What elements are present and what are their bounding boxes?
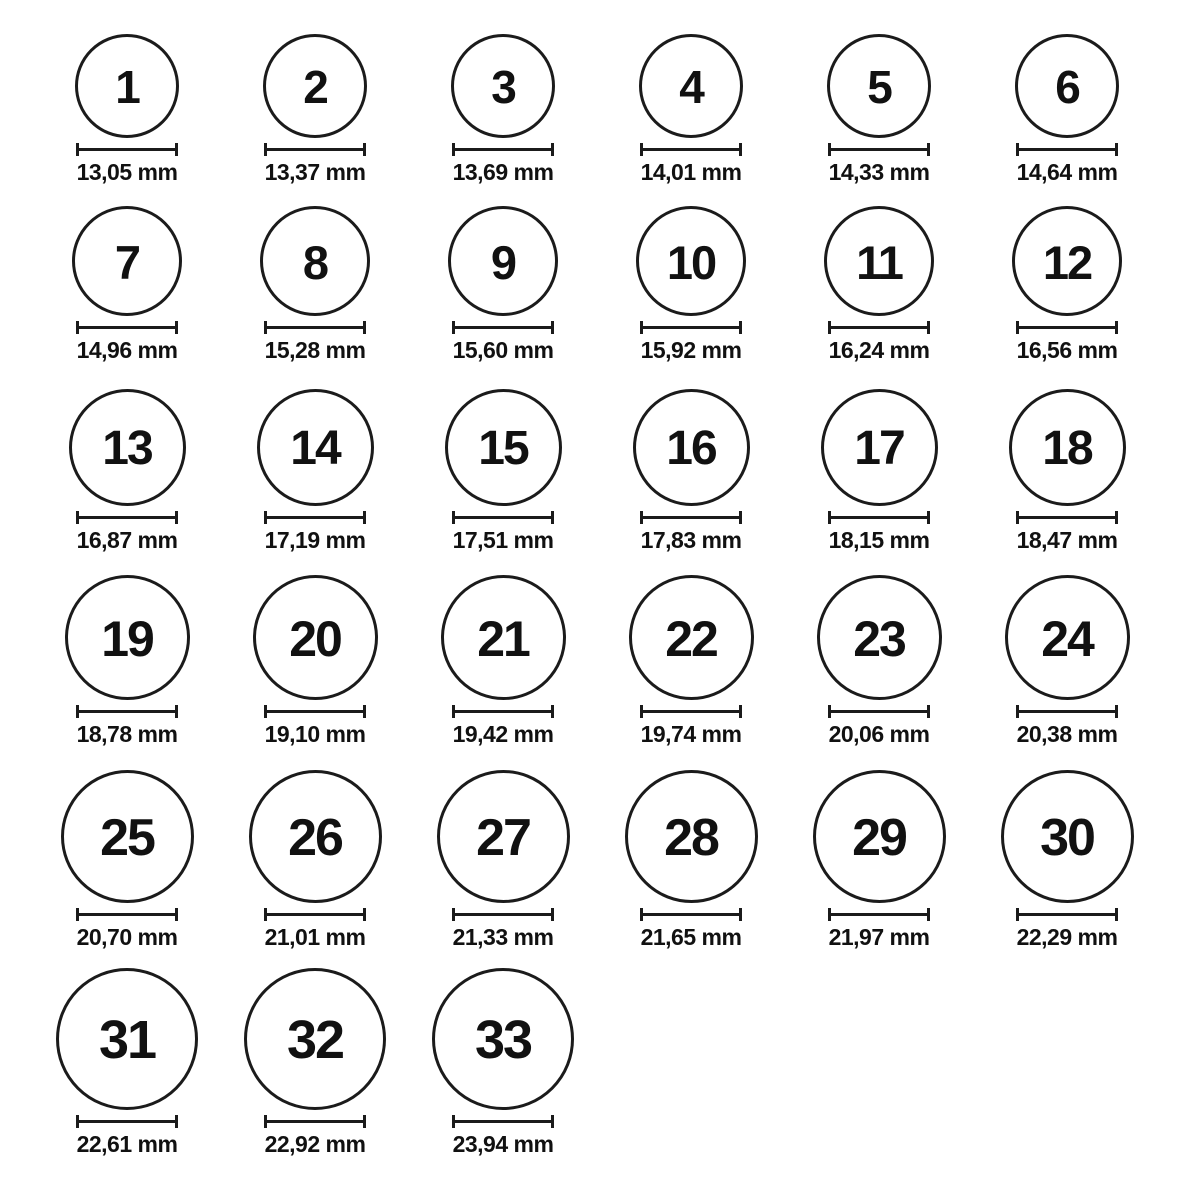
- ring-size-number: 20: [289, 610, 341, 667]
- diameter-ruler: [264, 143, 366, 156]
- diameter-label: 13,05 mm: [76, 159, 178, 185]
- diameter-ruler-line: [640, 710, 742, 713]
- diameter-ruler-line: [1016, 913, 1118, 916]
- diameter-ruler: [640, 143, 742, 156]
- ring-size-item: [597, 553, 785, 747]
- diameter-ruler: [452, 1115, 554, 1128]
- diameter-ruler: [76, 1115, 178, 1128]
- diameter-ruler-line: [452, 326, 554, 329]
- diameter-label: 20,06 mm: [828, 721, 930, 747]
- diameter-label: 16,24 mm: [828, 337, 930, 363]
- diameter-ruler: [640, 511, 742, 524]
- diameter-label: 19,42 mm: [452, 721, 554, 747]
- diameter-ruler-line: [452, 1120, 554, 1123]
- diameter-label: 15,60 mm: [452, 337, 554, 363]
- ring-circle: [827, 34, 931, 138]
- diameter-ruler: [76, 511, 178, 524]
- ring-circle: [69, 389, 186, 506]
- diameter-label: 22,92 mm: [264, 1131, 366, 1157]
- ring-size-item: [973, 553, 1161, 747]
- diameter-label: 21,01 mm: [264, 924, 366, 950]
- ring-size-number: 14: [290, 421, 340, 475]
- diameter-ruler: [76, 143, 178, 156]
- ring-size-item: [409, 185, 597, 363]
- diameter-label: 17,51 mm: [452, 527, 554, 553]
- ring-circle: [1015, 34, 1119, 138]
- ring-size-number: 2: [303, 61, 327, 113]
- diameter-ruler: [1016, 321, 1118, 334]
- ring-size-item: [409, 8, 597, 185]
- ring-circle: [441, 575, 566, 700]
- diameter-ruler-line: [76, 1120, 178, 1123]
- ring-size-number: 4: [679, 61, 703, 113]
- ring-size-item: [785, 553, 973, 747]
- diameter-label: 13,69 mm: [452, 159, 554, 185]
- diameter-label: 22,61 mm: [76, 1131, 178, 1157]
- ring-size-number: 28: [664, 808, 718, 867]
- diameter-label: 19,74 mm: [640, 721, 742, 747]
- ring-circle: [56, 968, 198, 1110]
- ring-size-number: 32: [286, 1010, 344, 1070]
- ring-size-number: 17: [854, 421, 904, 475]
- ring-circle: [813, 770, 946, 903]
- ring-size-item: [33, 185, 221, 363]
- ring-size-item: [973, 747, 1161, 950]
- ring-size-number: 12: [1042, 235, 1092, 289]
- ring-size-number: 21: [477, 610, 529, 667]
- ring-circle: [445, 389, 562, 506]
- ring-circle: [257, 389, 374, 506]
- diameter-ruler-line: [76, 516, 178, 519]
- ring-size-number: 18: [1042, 421, 1092, 475]
- ring-size-number: 33: [474, 1010, 532, 1070]
- diameter-ruler: [452, 511, 554, 524]
- ring-circle: [249, 770, 382, 903]
- ring-size-number: 22: [665, 610, 717, 667]
- diameter-ruler: [1016, 705, 1118, 718]
- diameter-ruler: [264, 321, 366, 334]
- ring-size-item: [973, 185, 1161, 363]
- diameter-label: 15,92 mm: [640, 337, 742, 363]
- diameter-ruler: [452, 908, 554, 921]
- ring-circle: [260, 206, 370, 316]
- ring-size-item: [221, 363, 409, 553]
- diameter-ruler: [452, 321, 554, 334]
- diameter-label: 21,65 mm: [640, 924, 742, 950]
- ring-circle: [451, 34, 555, 138]
- ring-size-number: 30: [1040, 808, 1094, 867]
- diameter-ruler-line: [640, 516, 742, 519]
- ring-size-item: [33, 363, 221, 553]
- diameter-ruler: [452, 705, 554, 718]
- diameter-ruler-line: [828, 148, 930, 151]
- diameter-label: 16,87 mm: [76, 527, 178, 553]
- diameter-ruler-line: [828, 710, 930, 713]
- diameter-ruler-line: [76, 710, 178, 713]
- diameter-ruler: [640, 705, 742, 718]
- diameter-label: 14,96 mm: [76, 337, 178, 363]
- ring-size-item: [785, 747, 973, 950]
- ring-size-item: [785, 185, 973, 363]
- diameter-ruler-line: [264, 913, 366, 916]
- diameter-ruler-line: [76, 148, 178, 151]
- diameter-ruler-line: [76, 326, 178, 329]
- ring-circle: [824, 206, 934, 316]
- diameter-ruler: [264, 1115, 366, 1128]
- ring-size-item: [33, 8, 221, 185]
- ring-circle: [448, 206, 558, 316]
- ring-size-item: [409, 363, 597, 553]
- diameter-label: 14,01 mm: [640, 159, 742, 185]
- diameter-ruler: [828, 511, 930, 524]
- ring-size-number: 5: [867, 61, 891, 113]
- ring-circle: [821, 389, 938, 506]
- diameter-ruler-line: [76, 913, 178, 916]
- ring-size-item: [33, 747, 221, 950]
- diameter-ruler: [828, 705, 930, 718]
- ring-circle: [244, 968, 386, 1110]
- ring-circle: [1001, 770, 1134, 903]
- diameter-ruler-line: [828, 326, 930, 329]
- diameter-ruler: [1016, 143, 1118, 156]
- diameter-label: 21,33 mm: [452, 924, 554, 950]
- diameter-ruler: [264, 705, 366, 718]
- ring-circle: [75, 34, 179, 138]
- diameter-label: 21,97 mm: [828, 924, 930, 950]
- diameter-label: 22,29 mm: [1016, 924, 1118, 950]
- diameter-ruler-line: [640, 148, 742, 151]
- ring-size-item: [409, 747, 597, 950]
- diameter-label: 18,15 mm: [828, 527, 930, 553]
- ring-size-number: 11: [856, 235, 902, 289]
- ring-size-item: [221, 185, 409, 363]
- diameter-label: 14,33 mm: [828, 159, 930, 185]
- ring-size-item: [973, 363, 1161, 553]
- diameter-ruler: [828, 321, 930, 334]
- ring-circle: [633, 389, 750, 506]
- ring-size-item: [785, 363, 973, 553]
- ring-size-number: 3: [491, 61, 515, 113]
- ring-circle: [817, 575, 942, 700]
- diameter-ruler: [828, 143, 930, 156]
- diameter-label: 18,47 mm: [1016, 527, 1118, 553]
- diameter-label: 17,83 mm: [640, 527, 742, 553]
- diameter-ruler-line: [452, 516, 554, 519]
- diameter-ruler-line: [828, 516, 930, 519]
- diameter-label: 18,78 mm: [76, 721, 178, 747]
- diameter-ruler: [640, 321, 742, 334]
- ring-size-number: 29: [852, 808, 906, 867]
- diameter-label: 23,94 mm: [452, 1131, 554, 1157]
- diameter-ruler-line: [640, 326, 742, 329]
- ring-circle: [1009, 389, 1126, 506]
- ring-circle: [629, 575, 754, 700]
- diameter-ruler: [76, 908, 178, 921]
- ring-size-number: 13: [102, 421, 152, 475]
- ring-size-number: 26: [288, 808, 342, 867]
- ring-size-number: 10: [666, 235, 716, 289]
- diameter-ruler-line: [264, 516, 366, 519]
- ring-circle: [437, 770, 570, 903]
- ring-size-item: [973, 8, 1161, 185]
- diameter-ruler-line: [640, 913, 742, 916]
- ring-circle: [72, 206, 182, 316]
- ring-circle: [263, 34, 367, 138]
- diameter-ruler-line: [1016, 326, 1118, 329]
- ring-size-item: [33, 950, 221, 1157]
- diameter-ruler: [76, 705, 178, 718]
- diameter-ruler: [264, 511, 366, 524]
- ring-size-number: 23: [853, 610, 905, 667]
- diameter-label: 14,64 mm: [1016, 159, 1118, 185]
- ring-size-item: [597, 363, 785, 553]
- ring-size-number: 8: [302, 235, 328, 289]
- ring-size-item: [597, 185, 785, 363]
- diameter-ruler-line: [1016, 148, 1118, 151]
- ring-circle: [625, 770, 758, 903]
- ring-circle: [61, 770, 194, 903]
- ring-circle: [636, 206, 746, 316]
- ring-size-item: [409, 950, 597, 1157]
- ring-size-number: 15: [478, 421, 528, 475]
- ring-size-number: 19: [101, 610, 153, 667]
- ring-size-number: 27: [476, 808, 530, 867]
- diameter-label: 13,37 mm: [264, 159, 366, 185]
- diameter-label: 19,10 mm: [264, 721, 366, 747]
- diameter-ruler-line: [264, 710, 366, 713]
- diameter-ruler-line: [1016, 516, 1118, 519]
- ring-size-item: [597, 747, 785, 950]
- ring-circle: [1012, 206, 1122, 316]
- ring-size-item: [785, 8, 973, 185]
- diameter-ruler: [264, 908, 366, 921]
- ring-size-number: 6: [1055, 61, 1079, 113]
- ring-size-item: [221, 8, 409, 185]
- ring-circle: [639, 34, 743, 138]
- diameter-label: 20,38 mm: [1016, 721, 1118, 747]
- diameter-label: 15,28 mm: [264, 337, 366, 363]
- diameter-ruler: [1016, 908, 1118, 921]
- diameter-ruler: [640, 908, 742, 921]
- ring-size-number: 9: [490, 235, 516, 289]
- ring-size-number: 7: [114, 235, 140, 289]
- ring-size-number: 1: [115, 61, 139, 113]
- diameter-ruler: [1016, 511, 1118, 524]
- ring-size-number: 31: [98, 1010, 156, 1070]
- ring-size-item: [221, 950, 409, 1157]
- ring-size-number: 25: [100, 808, 154, 867]
- diameter-ruler-line: [264, 148, 366, 151]
- ring-size-item: [33, 553, 221, 747]
- diameter-ruler: [828, 908, 930, 921]
- ring-circle: [253, 575, 378, 700]
- diameter-label: 20,70 mm: [76, 924, 178, 950]
- diameter-ruler-line: [452, 710, 554, 713]
- diameter-label: 16,56 mm: [1016, 337, 1118, 363]
- ring-size-item: [221, 553, 409, 747]
- ring-circle: [65, 575, 190, 700]
- ring-size-item: [409, 553, 597, 747]
- ring-circle: [1005, 575, 1130, 700]
- ring-size-item: [597, 8, 785, 185]
- diameter-ruler-line: [452, 148, 554, 151]
- diameter-label: 17,19 mm: [264, 527, 366, 553]
- diameter-ruler-line: [452, 913, 554, 916]
- diameter-ruler-line: [264, 326, 366, 329]
- diameter-ruler-line: [264, 1120, 366, 1123]
- ring-circle: [432, 968, 574, 1110]
- diameter-ruler: [76, 321, 178, 334]
- diameter-ruler-line: [1016, 710, 1118, 713]
- diameter-ruler: [452, 143, 554, 156]
- ring-size-item: [221, 747, 409, 950]
- diameter-ruler-line: [828, 913, 930, 916]
- ring-size-number: 16: [666, 421, 716, 475]
- ring-size-number: 24: [1041, 610, 1093, 667]
